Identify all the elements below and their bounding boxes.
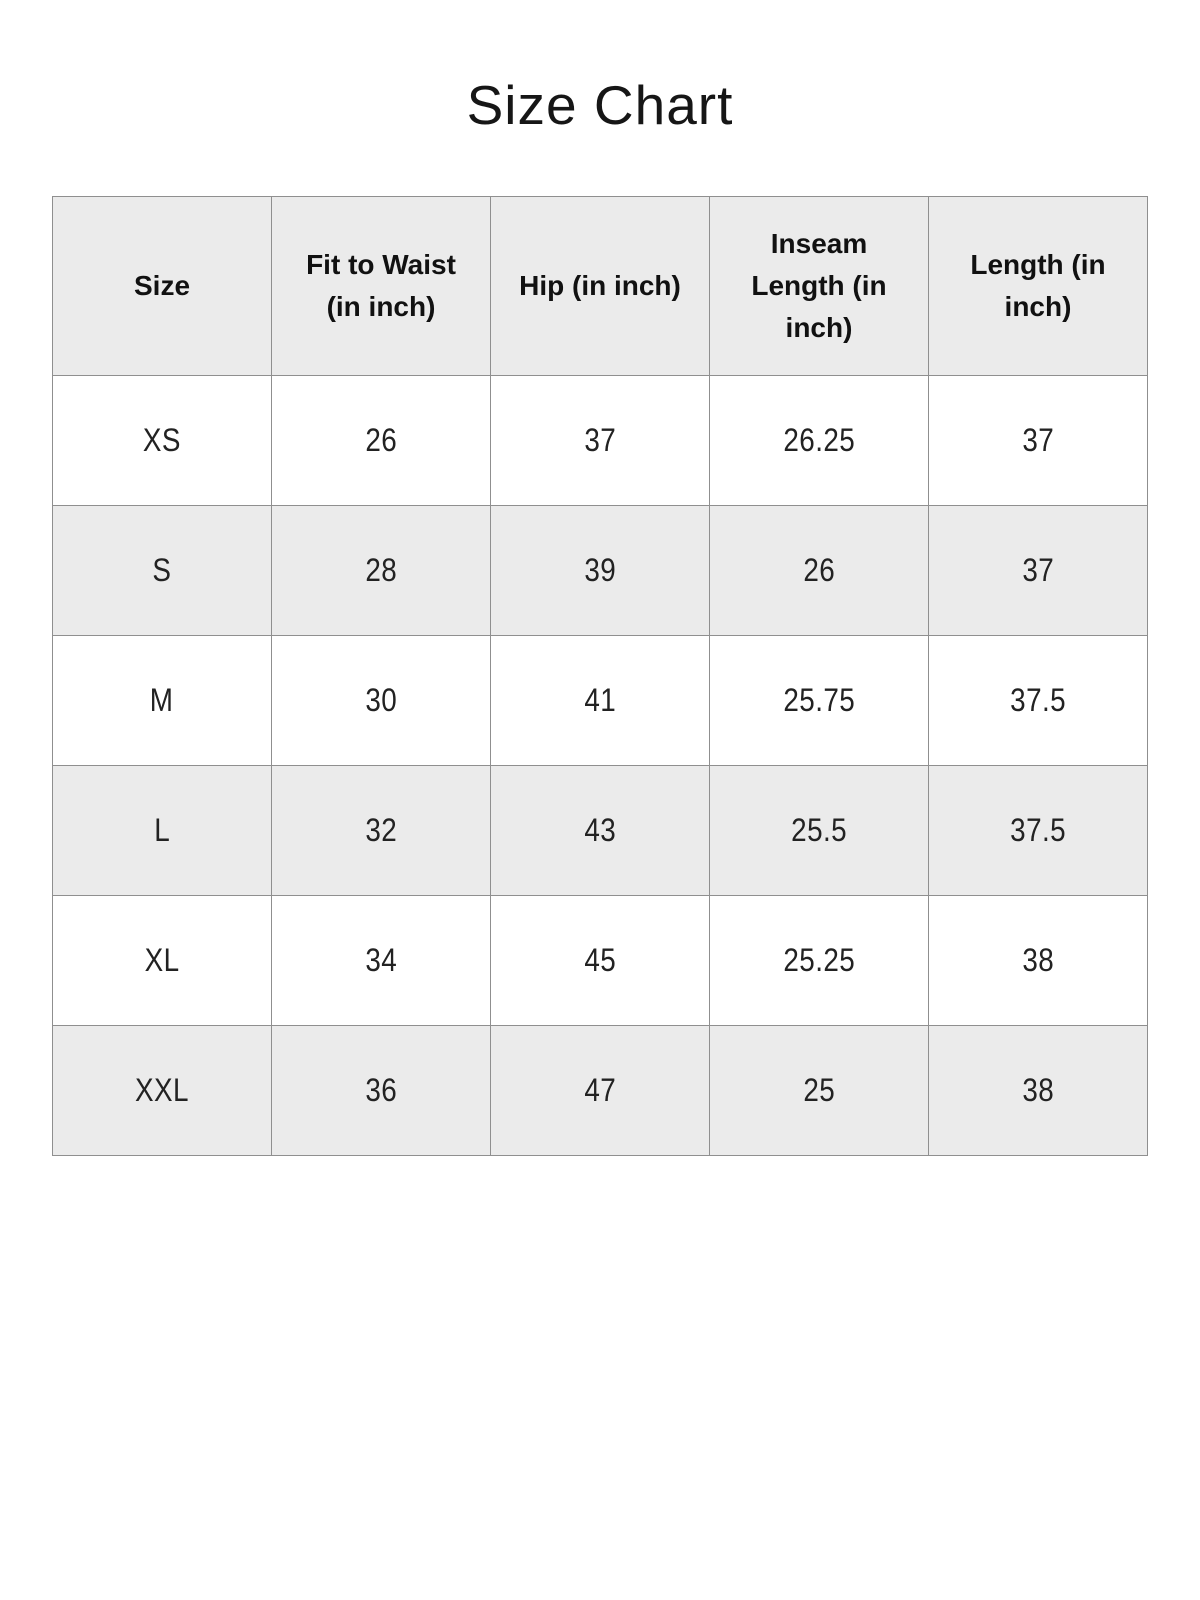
column-header-size: Size <box>53 197 272 376</box>
table-cell <box>710 636 929 766</box>
cell-value: 47 <box>584 1072 616 1108</box>
table-cell <box>710 1026 929 1156</box>
table-cell <box>491 506 710 636</box>
table-cell <box>710 896 929 1026</box>
table-row-m <box>53 636 1148 766</box>
column-header-inseam-length: Inseam Length (in inch) <box>710 197 929 376</box>
table-cell <box>53 1026 272 1156</box>
cell-value: 37.5 <box>1010 682 1066 718</box>
table-cell <box>53 376 272 506</box>
cell-value: XXL <box>135 1072 189 1108</box>
cell-value: S <box>152 552 172 588</box>
cell-value: XL <box>144 942 180 978</box>
table-cell <box>53 636 272 766</box>
cell-value: 25.75 <box>783 682 855 718</box>
table-cell <box>272 506 491 636</box>
size-chart-table <box>52 196 1148 1156</box>
table-cell <box>491 766 710 896</box>
table-cell <box>929 376 1148 506</box>
cell-value: 37 <box>1022 552 1054 588</box>
header-row <box>53 197 1148 376</box>
table-cell <box>272 636 491 766</box>
cell-value: 26 <box>365 422 397 458</box>
cell-value: 43 <box>584 812 616 848</box>
table-cell <box>491 636 710 766</box>
cell-value: L <box>154 812 170 848</box>
table-cell <box>53 896 272 1026</box>
table-cell <box>929 1026 1148 1156</box>
cell-value: M <box>150 682 174 718</box>
table-cell <box>929 766 1148 896</box>
column-header-fit-to-waist: Fit to Waist (in inch) <box>272 197 491 376</box>
table-cell <box>272 766 491 896</box>
cell-value: 38 <box>1022 1072 1054 1108</box>
cell-value: 37 <box>584 422 616 458</box>
table-cell <box>491 1026 710 1156</box>
table-cell <box>272 1026 491 1156</box>
cell-value: 36 <box>365 1072 397 1108</box>
table-cell <box>272 376 491 506</box>
cell-value: 37.5 <box>1010 812 1066 848</box>
table-cell <box>491 376 710 506</box>
table-row-xxl <box>53 1026 1148 1156</box>
table-row-xs <box>53 376 1148 506</box>
cell-value: 28 <box>365 552 397 588</box>
cell-value: 38 <box>1022 942 1054 978</box>
table-cell <box>710 766 929 896</box>
cell-value: 32 <box>365 812 397 848</box>
cell-value: 25.25 <box>783 942 855 978</box>
column-header-length: Length (in inch) <box>929 197 1148 376</box>
cell-value: 34 <box>365 942 397 978</box>
table-cell <box>53 506 272 636</box>
table-cell <box>929 506 1148 636</box>
table-cell <box>710 376 929 506</box>
cell-value: 25 <box>803 1072 835 1108</box>
table-row-s <box>53 506 1148 636</box>
page-title: Size Chart <box>466 74 734 136</box>
cell-value: 41 <box>584 682 616 718</box>
cell-value: XS <box>142 422 182 458</box>
cell-value: 25.5 <box>791 812 847 848</box>
cell-value: 39 <box>584 552 616 588</box>
table-cell <box>929 636 1148 766</box>
cell-value: 30 <box>365 682 397 718</box>
table-cell <box>272 896 491 1026</box>
cell-value: 26 <box>803 552 835 588</box>
table-row-l <box>53 766 1148 896</box>
cell-value: 26.25 <box>783 422 855 458</box>
table-cell <box>53 766 272 896</box>
cell-value: 37 <box>1022 422 1054 458</box>
table-cell <box>710 506 929 636</box>
column-header-hip: Hip (in inch) <box>491 197 710 376</box>
table-row-xl <box>53 896 1148 1026</box>
cell-value: 45 <box>584 942 616 978</box>
table-cell <box>491 896 710 1026</box>
table-cell <box>929 896 1148 1026</box>
